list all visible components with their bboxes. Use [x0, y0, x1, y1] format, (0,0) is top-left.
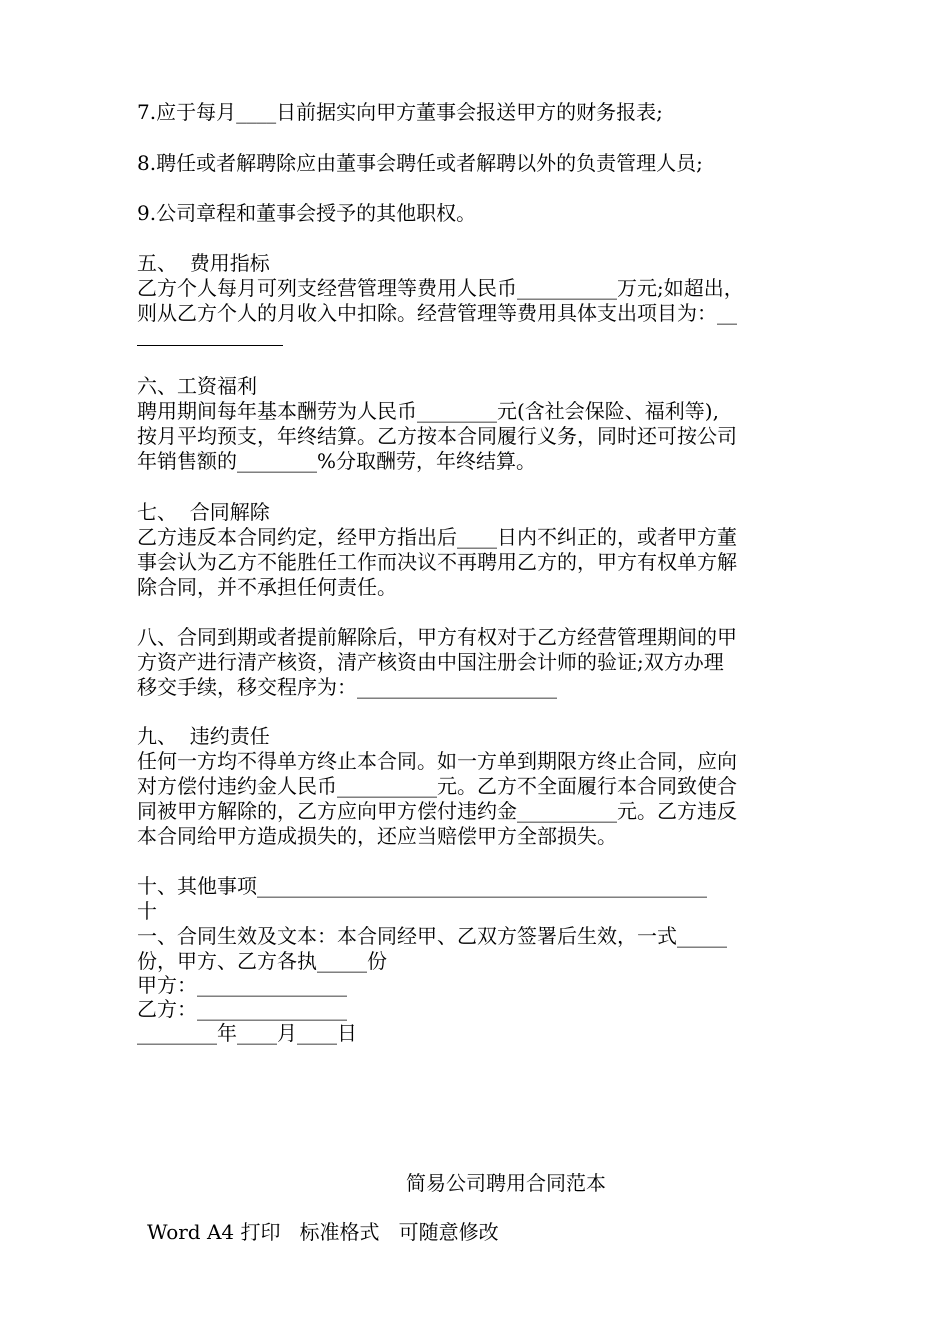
party-a-signature: 甲方：_______________	[137, 973, 347, 997]
section-7-heading: 七、 合同解除	[137, 500, 270, 524]
section-5-line-1: 乙方个人每月可列支经营管理等费用人民币__________万元;如超出，	[137, 276, 744, 300]
section-9-line-2: 对方偿付违约金人民币__________元。乙方不全面履行本合同致使合	[137, 774, 737, 798]
section-6-line-2: 按月平均预支，年终结算。乙方按本合同履行义务，同时还可按公司	[137, 424, 737, 448]
section-5-line-2: 则从乙方个人的月收入中扣除。经营管理等费用具体支出项目为：__	[137, 301, 737, 325]
section-9-line-1: 任何一方均不得单方终止本合同。如一方单到期限方终止合同，应向	[137, 749, 737, 773]
section-6-line-3: 年销售额的________%分取酬劳，年终结算。	[137, 449, 537, 473]
section-5-heading: 五、 费用指标	[137, 251, 270, 275]
section-11-prefix: 十	[137, 899, 157, 923]
section-7-line-1: 乙方违反本合同约定，经甲方指出后____日内不纠正的，或者甲方董	[137, 525, 737, 549]
section-6-heading: 六、工资福利	[137, 374, 257, 398]
clause-8: 8.聘任或者解聘除应由董事会聘任或者解聘以外的负责管理人员;	[137, 151, 703, 175]
section-9-line-4: 本合同给甲方造成损失的，还应当赔偿甲方全部损失。	[137, 824, 617, 848]
section-9-line-3: 同被甲方解除的，乙方应向甲方偿付违约金__________元。乙方违反	[137, 799, 737, 823]
section-11-line-2: 份，甲方、乙方各执_____份	[137, 949, 387, 973]
footer-subtitle: Word A4 打印 标准格式 可随意修改	[147, 1220, 499, 1244]
footer-title: 简易公司聘用合同范本	[406, 1171, 606, 1195]
clause-9: 9.公司章程和董事会授予的其他职权。	[137, 201, 477, 225]
date-line: ________年____月____日	[137, 1021, 357, 1045]
section-7-line-3: 除合同，并不承担任何责任。	[137, 575, 397, 599]
section-6-line-1: 聘用期间每年基本酬劳为人民币________元(含社会保险、福利等),	[137, 399, 719, 423]
section-11-line-1: 一、合同生效及文本：本合同经甲、乙双方签署后生效，一式_____	[137, 924, 727, 948]
blank-rule	[137, 345, 283, 346]
section-8-line-1: 八、合同到期或者提前解除后，甲方有权对于乙方经营管理期间的甲	[137, 625, 737, 649]
section-8-line-2: 方资产进行清产核资，清产核资由中国注册会计师的验证;双方办理	[137, 650, 724, 674]
clause-7: 7.应于每月____日前据实向甲方董事会报送甲方的财务报表;	[137, 100, 663, 124]
section-10-heading: 十、其他事项_____________________________________________	[137, 874, 707, 898]
section-7-line-2: 事会认为乙方不能胜任工作而决议不再聘用乙方的，甲方有权单方解	[137, 550, 737, 574]
section-8-line-3: 移交手续，移交程序为：____________________	[137, 675, 557, 699]
section-9-heading: 九、 违约责任	[137, 724, 270, 748]
party-b-signature: 乙方：_______________	[137, 997, 347, 1021]
